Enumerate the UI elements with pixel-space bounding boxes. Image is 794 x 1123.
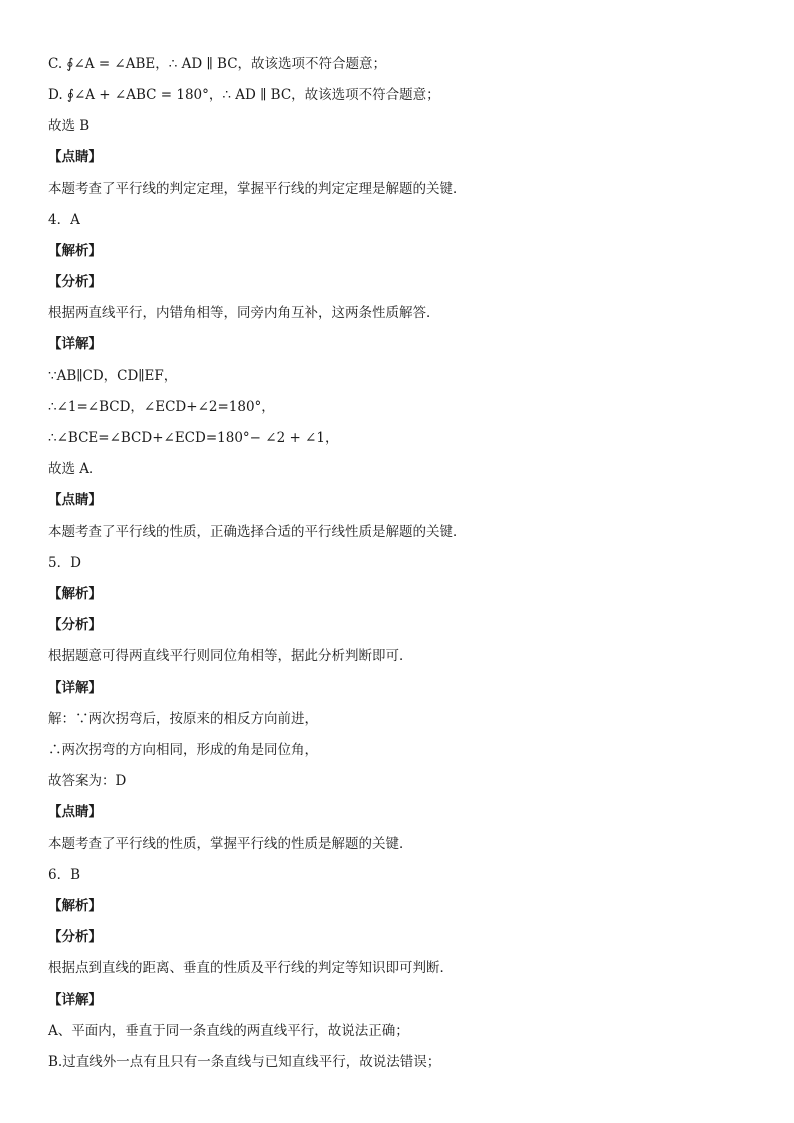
paragraph: 根据点到直线的距离、垂直的性质及平行线的判定等知识即可判断． <box>48 960 453 976</box>
paragraph: 根据两直线平行，内错角相等，同旁内角互补，这两条性质解答． <box>48 305 440 321</box>
paragraph: 本题考查了平行线的判定定理，掌握平行线的判定定理是解题的关键． <box>48 181 467 197</box>
section-heading-xiangjie: 【详解】 <box>48 680 102 696</box>
question-number: 4．A <box>48 212 80 228</box>
option-b-text: B.过直线外一点有且只有一条直线与已知直线平行，故说法错误； <box>48 1054 441 1070</box>
section-heading-dianjing: 【点睛】 <box>48 804 102 820</box>
section-heading-fenxi: 【分析】 <box>48 929 102 945</box>
answer-line: 故选 B <box>48 118 90 134</box>
section-heading-jiexi: 【解析】 <box>48 898 102 914</box>
question-number: 6．B <box>48 867 81 883</box>
option-c-text: C. ∮∠A = ∠ABE，∴ AD ∥ BC，故该选项不符合题意； <box>48 56 387 72</box>
math-line: ∵AB∥CD，CD∥EF， <box>48 368 178 384</box>
answer-line: 故选 A． <box>48 461 103 477</box>
section-heading-fenxi: 【分析】 <box>48 274 102 290</box>
solution-line: 解：∵两次拐弯后，按原来的相反方向前进， <box>48 711 318 727</box>
question-number: 5．D <box>48 555 81 571</box>
paragraph: 本题考查了平行线的性质，掌握平行线的性质是解题的关键． <box>48 836 413 852</box>
option-d-text: D. ∮∠A + ∠ABC = 180°，∴ AD ∥ BC，故该选项不符合题意； <box>48 87 440 103</box>
section-heading-jiexi: 【解析】 <box>48 243 102 259</box>
paragraph: 根据题意可得两直线平行则同位角相等，据此分析判断即可． <box>48 648 413 664</box>
section-heading-fenxi: 【分析】 <box>48 617 102 633</box>
answer-line: 故答案为：D <box>48 773 127 789</box>
section-heading-xiangjie: 【详解】 <box>48 992 102 1008</box>
paragraph: 本题考查了平行线的性质，正确选择合适的平行线性质是解题的关键． <box>48 524 467 540</box>
section-heading-xiangjie: 【详解】 <box>48 336 102 352</box>
section-heading-dianjing: 【点睛】 <box>48 149 102 165</box>
section-heading-dianjing: 【点睛】 <box>48 492 102 508</box>
math-line: ∴∠BCE=∠BCD+∠ECD=180°− ∠2 + ∠1， <box>48 430 339 446</box>
section-heading-jiexi: 【解析】 <box>48 586 102 602</box>
solution-line: ∴两次拐弯的方向相同，形成的角是同位角， <box>48 742 318 758</box>
option-a-text: A、平面内，垂直于同一条直线的两直线平行，故说法正确； <box>48 1023 409 1039</box>
math-line: ∴∠1=∠BCD，∠ECD+∠2=180°， <box>48 399 275 415</box>
